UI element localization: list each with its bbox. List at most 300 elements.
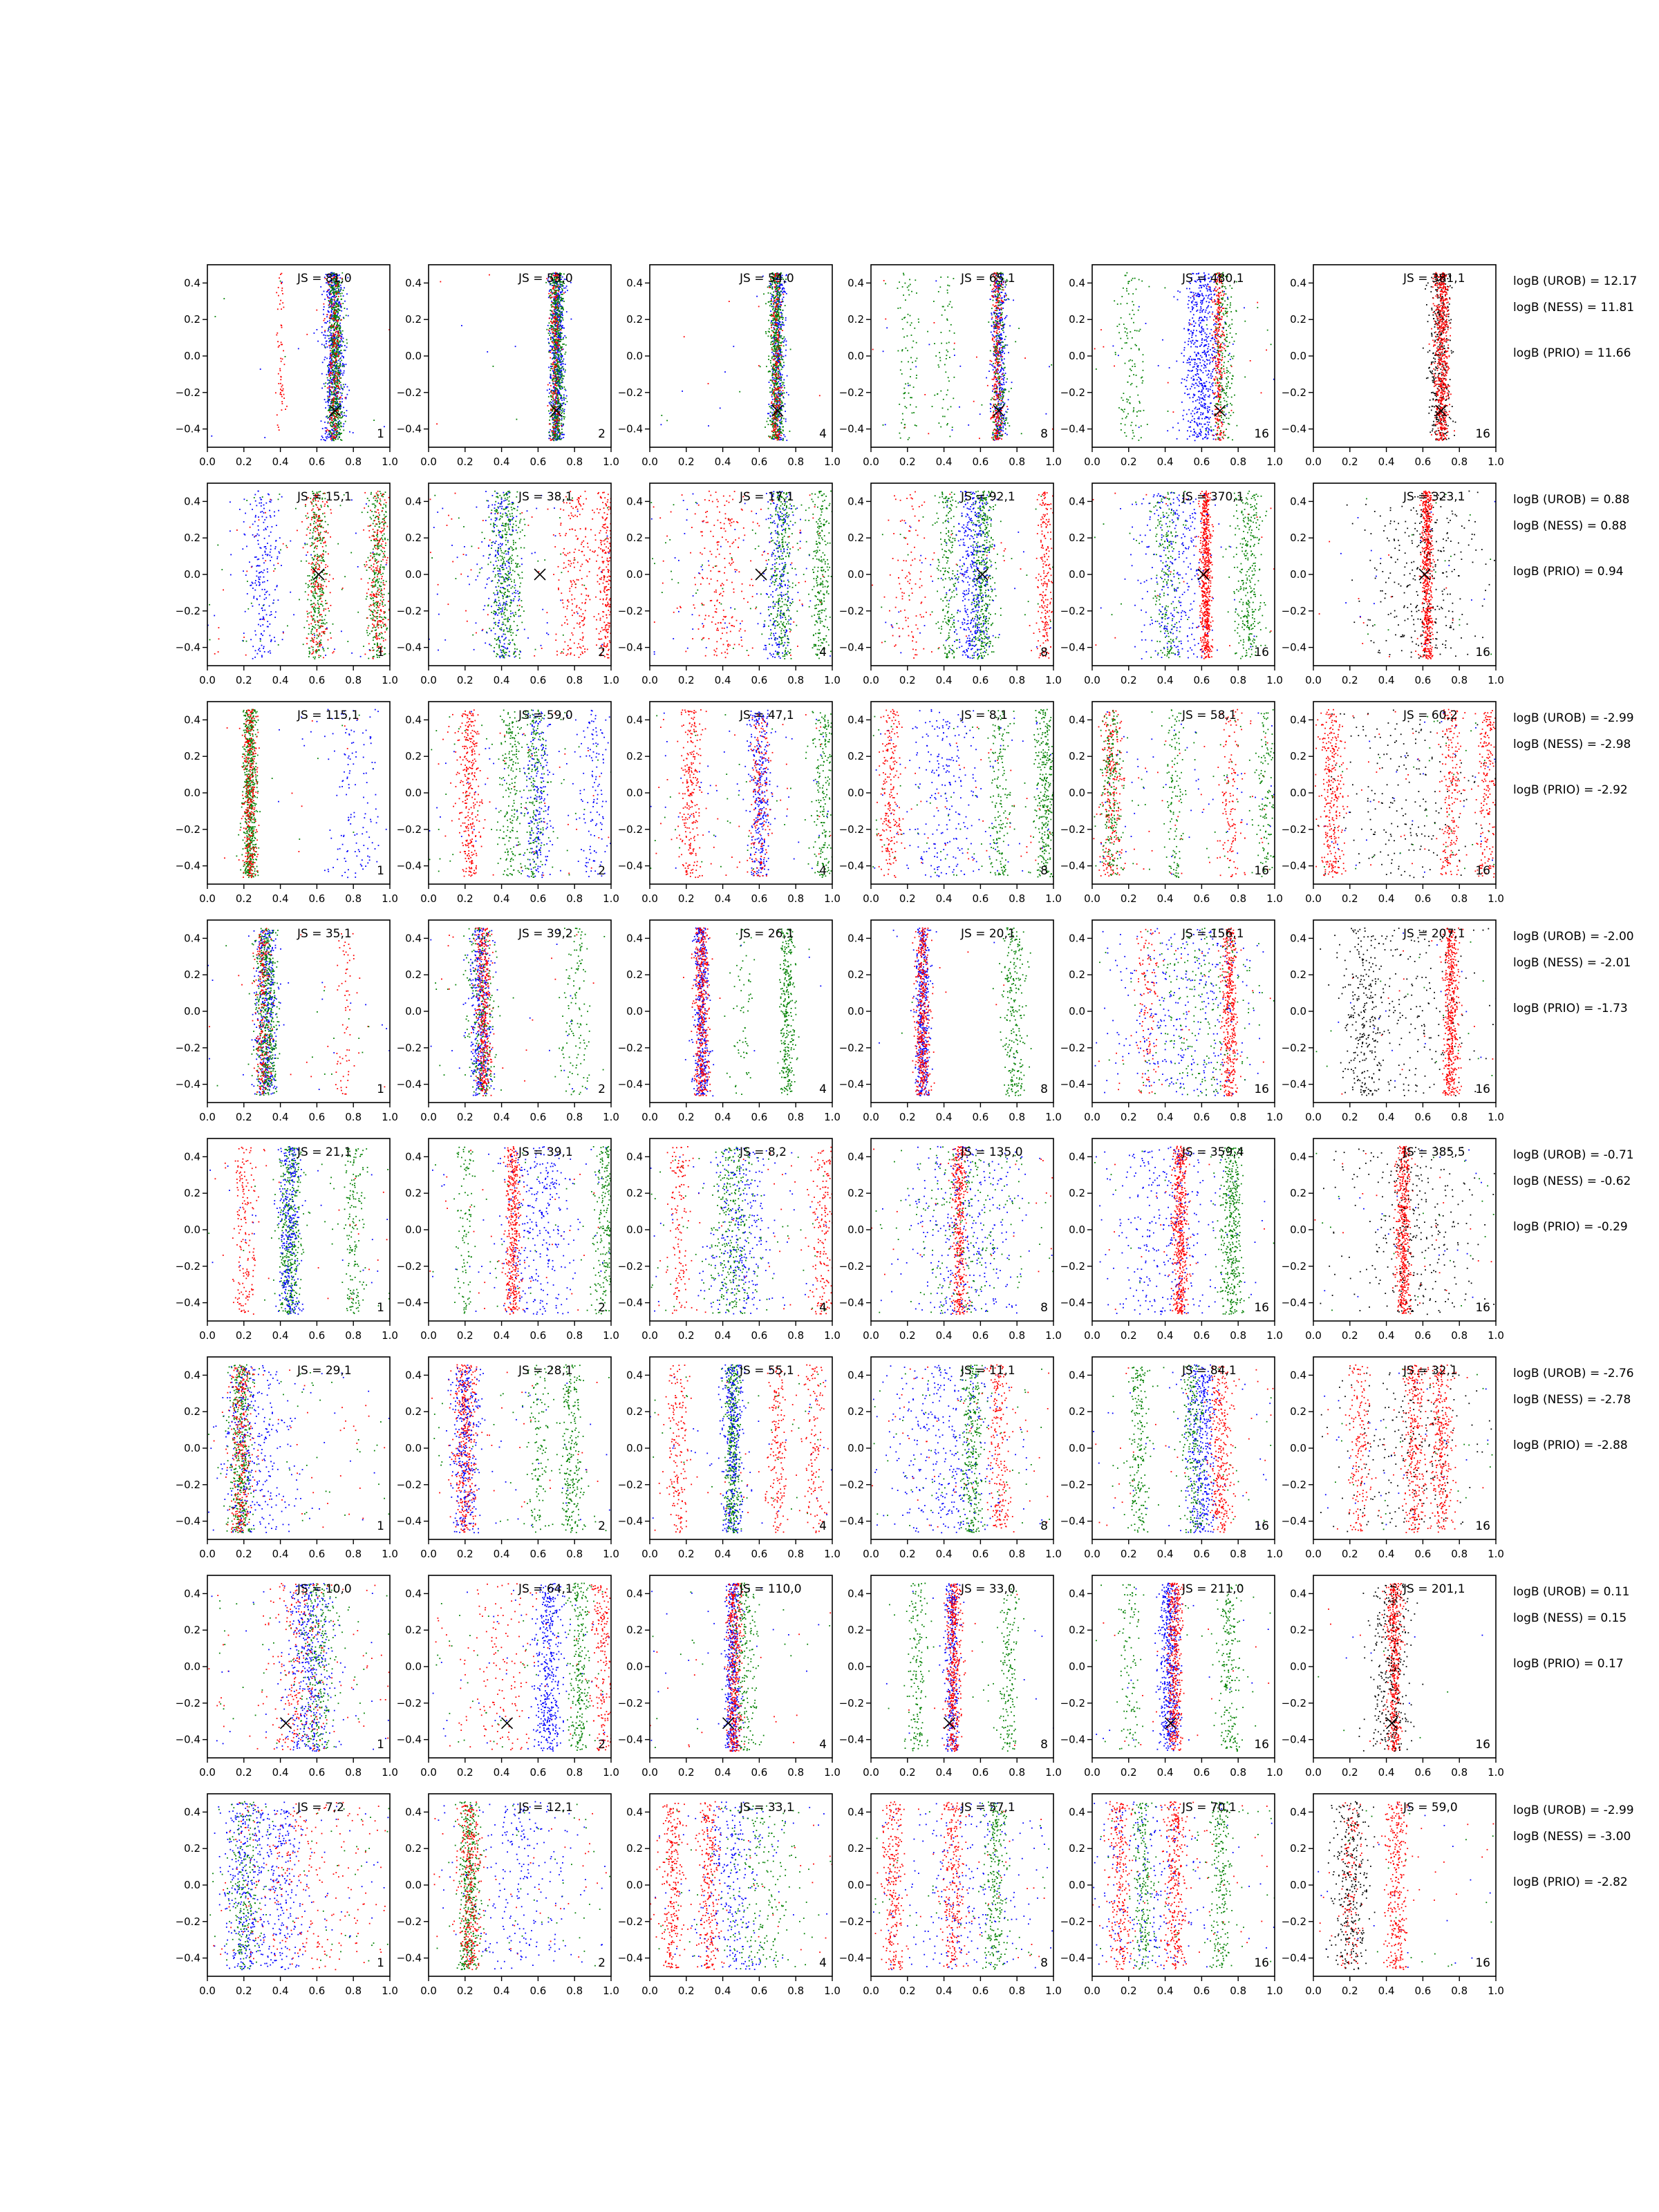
scatter-point [776,314,778,315]
scatter-point [775,358,776,359]
scatter-point [337,386,339,387]
scatter-point [332,296,333,297]
scatter-point [778,312,780,313]
scatter-point [771,327,772,328]
scatter-point [557,345,559,346]
scatter-point [571,319,572,320]
scatter-point [335,423,336,424]
scatter-point [320,286,321,288]
scatter-point [336,413,337,415]
scatter-point [780,365,782,366]
scatter-point [556,296,558,297]
scatter-point [328,400,330,402]
scatter-point [782,393,783,394]
scatter-point [339,408,341,409]
scatter-point [775,375,776,377]
scatter-point [993,404,995,405]
scatter-point [327,366,328,367]
scatter-point [553,383,554,384]
scatter-point [993,353,994,355]
scatter-point [771,402,773,403]
scatter-point [552,427,554,428]
scatter-point [554,367,555,368]
scatter-point [779,429,780,431]
scatter-point [778,348,780,350]
scatter-point [555,375,556,376]
scatter-point [784,337,785,338]
scatter-point [339,434,341,435]
scatter-point [557,330,559,332]
scatter-point [550,337,552,339]
scatter-point [332,406,334,408]
scatter-point [347,394,348,395]
scatter-point [330,365,331,366]
scatter-point [561,359,562,360]
scatter-point [772,373,774,374]
scatter-point [337,432,338,433]
scatter-point [1001,384,1002,386]
scatter-point [778,338,779,339]
scatter-point [779,292,780,294]
scatter-point [330,317,332,318]
scatter-point [781,395,782,396]
scatter-point [561,420,563,421]
scatter-point [338,421,339,422]
scatter-point [1001,389,1002,391]
scatter-point [330,364,332,365]
scatter-point [773,318,774,319]
scatter-point [995,435,997,437]
scatter-point [563,368,564,369]
scatter-point [335,388,337,390]
scatter-point [334,337,335,338]
scatter-point [773,382,774,384]
scatter-point [556,316,558,317]
scatter-point [328,391,329,393]
scatter-point [1003,290,1004,291]
scatter-point [995,400,996,401]
scatter-point [337,393,339,394]
scatter-point [340,371,341,372]
scatter-point [780,348,781,349]
scatter-point [548,367,550,368]
scatter-point [778,319,779,321]
scatter-point [327,290,328,291]
scatter-point [775,356,776,357]
scatter-point [337,308,339,310]
scatter-point [328,311,329,312]
scatter-point [373,420,375,421]
scatter-point [337,403,339,404]
scatter-point [1004,295,1005,297]
scatter-point [559,294,561,296]
scatter-point [555,336,556,337]
scatter-point [782,292,783,294]
scatter-point [992,434,993,435]
scatter-point [991,312,992,314]
scatter-point [559,435,561,436]
scatter-point [344,318,345,319]
scatter-point [561,328,562,329]
scatter-point [332,299,333,300]
scatter-point [995,410,997,411]
y-tick-label: −0.2 [397,386,422,399]
scatter-point [332,429,333,431]
scatter-point [558,338,559,339]
scatter-point [339,303,340,304]
scatter-point [1005,292,1006,294]
scatter-point [331,337,332,338]
scatter-point [326,427,328,429]
scatter-point [326,294,328,296]
scatter-point [551,366,552,368]
scatter-point [781,366,782,368]
scatter-point [339,328,341,329]
scatter-point [331,324,332,326]
scatter-point [328,367,329,368]
scatter-point [550,295,551,297]
scatter-point [557,324,559,325]
scatter-point [326,291,328,292]
scatter-point [561,386,563,387]
scatter-point [330,367,332,368]
scatter-point [278,383,279,384]
scatter-point [778,302,780,303]
scatter-point [782,288,783,289]
scatter-point [775,367,776,368]
scatter-point [331,391,332,393]
scatter-point [991,364,993,366]
scatter-point [773,418,774,419]
scatter-point [559,420,560,421]
scatter-point [1004,318,1006,319]
scatter-point [565,352,567,353]
scatter-point [341,413,342,415]
scatter-point [557,395,559,397]
scatter-point [555,435,556,436]
scatter-point [333,438,335,439]
scatter-point [999,372,1000,373]
scatter-point [1008,352,1009,353]
scatter-point [559,386,560,387]
scatter-point [555,306,556,308]
scatter-point [328,369,330,371]
scatter-point [326,374,328,375]
scatter-point [561,357,562,358]
scatter-point [551,410,552,411]
scatter-point [345,421,346,422]
scatter-point [342,364,344,366]
scatter-point [556,383,557,384]
scatter-point [780,415,782,417]
scatter-point [557,362,559,363]
scatter-point [771,357,773,358]
scatter-panel [618,265,841,468]
scatter-point [779,308,780,310]
scatter-point [777,358,778,359]
scatter-point [338,326,339,327]
x-tick-label: 1.0 [382,456,398,468]
scatter-point [334,353,335,355]
scatter-point [330,386,332,388]
scatter-point [341,310,342,312]
scatter-point [995,367,996,368]
scatter-point [1003,379,1004,381]
scatter-point [333,415,335,416]
scatter-point [556,390,557,391]
scatter-point [554,292,555,293]
scatter-point [559,411,560,413]
scatter-point [326,322,327,324]
scatter-point [780,402,781,403]
scatter-point [552,349,553,350]
scatter-point [548,293,550,294]
scatter-point [780,357,782,358]
scatter-point [1000,345,1002,346]
scatter-point [558,291,559,292]
scatter-point [335,395,336,396]
scatter-point [335,335,336,337]
scatter-point [990,403,991,404]
scatter-point [339,417,341,418]
scatter-point [1004,353,1005,354]
scatter-point [783,379,785,381]
scatter-point [283,350,284,352]
scatter-point [335,360,337,362]
scatter-point [336,336,337,337]
scatter-point [337,356,338,357]
scatter-point [560,292,561,294]
scatter-point [337,343,339,344]
x-tick-label: 0.6 [751,456,767,468]
scatter-point [281,273,283,274]
scatter-point [563,425,564,427]
scatter-point [769,382,770,383]
scatter-point [555,416,556,418]
scatter-point [720,408,721,409]
scatter-point [550,314,552,315]
scatter-point [562,403,563,404]
scatter-point [332,404,334,406]
scatter-point [773,393,774,394]
scatter-point [548,438,550,439]
scatter-point [549,393,550,394]
scatter-point [340,303,341,305]
scatter-point [329,306,330,308]
scatter-point [785,418,787,420]
scatter-point [556,292,557,294]
scatter-point [773,292,774,293]
x-tick-label: 0.4 [715,456,731,468]
scatter-point [563,292,565,294]
scatter-point [554,440,555,441]
scatter-point [563,411,565,412]
scatter-point [1000,333,1002,335]
scatter-point [556,421,558,422]
scatter-point [552,422,554,424]
scatter-point [779,420,780,422]
scatter-point [774,428,775,429]
x-tick-label: 0.4 [272,456,289,468]
scatter-point [337,395,338,397]
scatter-point [661,415,662,416]
axes-frame [207,265,390,447]
scatter-point [337,323,338,324]
scatter-point [330,315,331,317]
scatter-point [330,424,332,426]
scatter-point [211,435,212,437]
scatter-point [778,308,779,309]
scatter-point [1002,292,1003,293]
scatter-point [280,358,281,359]
scatter-point [332,420,333,421]
scatter-point [342,388,344,389]
scatter-point [336,347,337,348]
scatter-point [915,366,917,368]
scatter-point [776,406,777,407]
scatter-point [554,416,555,418]
scatter-point [553,381,554,382]
scatter-point [562,388,563,389]
scatter-point [770,379,771,381]
scatter-point [780,409,781,411]
scatter-point [343,290,344,291]
scatter-point [992,406,993,408]
scatter-point [776,374,777,375]
scatter-point [776,312,778,313]
scatter-point [1002,426,1004,427]
scatter-point [993,328,995,330]
scatter-point [1006,315,1008,317]
scatter-point [994,321,995,323]
scatter-point [281,386,283,388]
scatter-point [338,296,339,297]
scatter-point [339,354,340,355]
scatter-point [554,433,555,435]
scatter-point [343,338,344,339]
scatter-point [563,375,565,377]
scatter-point [341,401,343,402]
scatter-point [336,303,337,305]
scatter-point [872,349,874,350]
scatter-point [333,400,335,402]
scatter-point [779,406,780,408]
scatter-point [548,332,550,334]
scatter-point [559,381,561,382]
scatter-point [777,322,778,324]
scatter-point [260,368,261,370]
scatter-point [557,432,559,433]
scatter-point [328,371,329,372]
scatter-point [558,321,559,323]
scatter-point [561,362,563,363]
scatter-point [771,335,772,336]
scatter-point [560,378,561,379]
scatter-point [558,305,559,306]
scatter-point [772,437,774,438]
scatter-point [330,328,332,329]
scatter-point [1049,366,1050,368]
scatter-point [549,420,550,421]
scatter-point [335,419,336,420]
scatter-point [281,344,282,346]
scatter-point [341,440,343,441]
scatter-point [952,429,953,431]
scatter-point [548,432,550,433]
scatter-point [554,329,556,330]
scatter-point [281,288,283,289]
scatter-point [1001,360,1002,362]
scatter-point [780,429,782,430]
scatter-point [784,290,785,292]
scatter-point [780,329,782,330]
scatter-point [778,299,779,300]
scatter-point [334,384,335,385]
scatter-point [275,392,276,393]
scatter-point [563,400,565,401]
scatter-point [324,345,325,346]
scatter-point [339,301,340,303]
scatter-point [766,366,767,367]
scatter-point [333,418,335,420]
scatter-point [550,438,551,440]
scatter-point [785,436,786,438]
scatter-point [558,340,559,341]
scatter-point [335,376,336,377]
scatter-point [782,374,783,375]
scatter-point [768,355,769,357]
scatter-point [1000,369,1002,371]
scatter-point [773,432,774,433]
scatter-point [333,393,335,395]
scatter-point [554,420,555,422]
scatter-point [560,317,561,318]
scatter-point [550,304,552,306]
scatter-point [344,308,346,309]
scatter-point [325,335,326,337]
scatter-point [559,394,561,395]
scatter-point [886,327,888,328]
scatter-point [775,390,776,391]
scatter-point [1013,299,1014,301]
scatter-point [770,424,771,425]
scatter-point [558,374,559,375]
scatter-point [783,406,785,407]
scatter-point [778,303,779,305]
scatter-point [773,403,774,404]
scatter-point [552,310,553,312]
scatter-point [332,373,333,375]
scatter-point [552,368,553,370]
scatter-point [554,357,555,358]
scatter-point [779,332,780,333]
scatter-point [550,339,552,340]
scatter-point [334,425,335,427]
scatter-point [549,382,550,384]
scatter-point [779,319,780,320]
scatter-point [1005,317,1006,318]
scatter-point [330,431,331,432]
scatter-point [557,299,559,301]
scatter-point [819,395,821,396]
scatter-point [336,368,337,370]
scatter-point [329,302,330,303]
scatter-point [1051,364,1052,366]
scatter-point [344,415,346,416]
scatter-point [344,386,345,388]
scatter-point [561,299,562,300]
scatter-point [264,437,265,438]
